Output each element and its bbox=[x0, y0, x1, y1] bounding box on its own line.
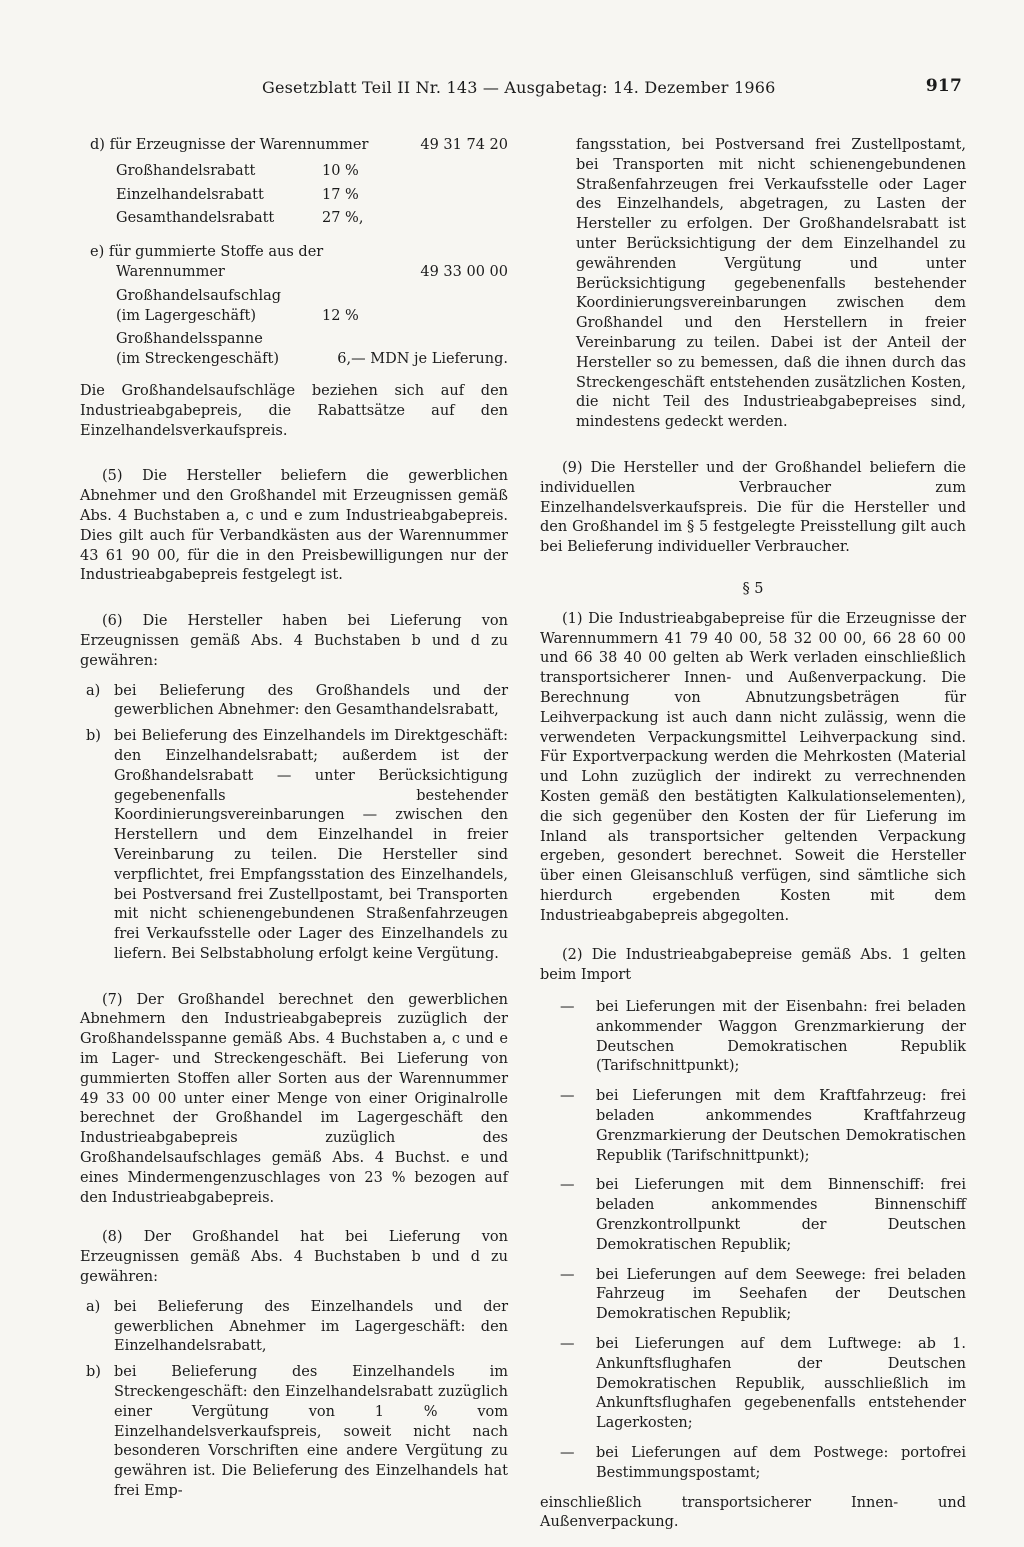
list-text: bei Lieferungen auf dem Luftwege: ab 1. Ankunftsflughafen der Deutschen Demokratischen Republik, ausschließlich im Ankunftsflughafen gegebenenfalls entstehender Lagerkosten; bbox=[596, 1336, 966, 1432]
closing-line: einschließlich transportsicherer Innen- und Außenverpackung. bbox=[540, 1494, 966, 1531]
rate-value: 12 % bbox=[322, 307, 359, 324]
item-d bbox=[80, 136, 508, 229]
list-item bbox=[540, 1266, 966, 1325]
list-marker: a) bbox=[86, 682, 101, 699]
item-d-number: 49 31 74 20 bbox=[420, 137, 508, 153]
dash-marker: — bbox=[560, 1088, 575, 1105]
list-text: bei Lieferungen mit dem Binnenschiff: frei beladen ankommendes Binnenschiff Grenzkontrollpunkt der Deutschen Demokratischen Republik; bbox=[596, 1177, 966, 1253]
dash-marker: — bbox=[560, 1336, 575, 1353]
list-text: bei Lieferungen mit dem Kraftfahrzeug: frei beladen ankommendes Kraftfahrzeug Grenzmarkierung der Deutschen Demokratischen Republik (Tarifschnittpunkt); bbox=[596, 1088, 966, 1164]
item-e-line1: für gummierte Stoffe aus der bbox=[108, 244, 324, 261]
list-item bbox=[80, 1298, 508, 1357]
paragraph-8b-continued: fangsstation, bei Postversand frei Zustellpostamt, bei Transporten mit nicht schienengebundenen Straßenfahrzeugen frei Verkaufsstelle oder Lager des Einzelhandels, abgetragen, zu Lasten der Hersteller zu erfolgen. Der Großhandelsrabatt ist unter Berücksichtigung der dem Einzelhandel zu gewährenden Vergütung und unter Berücksichtigung gegebenenfalls bestehender Koordinierungsvereinbarungen zwischen dem Großhandel und den Herstellern in freier Vereinbarung zu teilen. Dabei ist der Anteil der Hersteller so zu bemessen, daß die ihnen durch das Streckengeschäft entstehenden zusätzlichen Kosten, die nicht Teil des Industrieabgabepreises sind, mindestens gedeckt werden. bbox=[576, 137, 966, 431]
list-item bbox=[540, 998, 966, 1077]
dash-marker: — bbox=[560, 1445, 575, 1462]
list-marker: b) bbox=[86, 728, 101, 745]
item-d-marker: d) bbox=[90, 137, 105, 153]
rate-label-sub: (im Streckengeschäft) bbox=[116, 351, 280, 368]
item-e-marker: e) bbox=[90, 244, 105, 261]
list-marker: b) bbox=[86, 1364, 101, 1381]
paragraph-7: (7) Der Großhandel berechnet den gewerblichen Abnehmern den Industrieabgabepreis zuzüglich der Großhandelsspanne gemäß Abs. 4 Buchstaben a, c und e im Lager- und Streckengeschäft. Bei Lieferung von gummierten Stoffen aller Sorten aus der Warennummer 49 33 00 00 unter einer Menge von einer Originalrolle berechnet der Großhandel im Lagergeschäft den Industrieabgabepreis zuzüglich des Großhandelsaufschlages gemäß Abs. 4 Buchst. e und eines Mindermengenzuschlages von 23 % bezogen auf den Industrieabgabepreis. bbox=[80, 991, 508, 1206]
list-text: bei Belieferung des Einzelhandels und der gewerblichen Abnehmer im Lagergeschäft: den Einzelhandelsrabatt, bbox=[114, 1298, 508, 1355]
paragraph-5: (5) Die Hersteller beliefern die gewerblichen Abnehmer und den Großhandel mit Erzeugnissen gemäß Abs. 4 Buchstaben a, c und e zum Industrieabgabepreis. Dies gilt auch für Verbandkästen aus der Warennummer 43 61 90 00, für die in den Preisbewilligungen nur der Industrieabgabepreis festgelegt ist. bbox=[80, 468, 508, 584]
list-marker: a) bbox=[86, 1298, 101, 1315]
right-column bbox=[540, 136, 966, 1547]
list-text: bei Lieferungen mit der Eisenbahn: frei beladen ankommender Waggon Grenzmarkierung der Deutschen Demokratischen Republik (Tarifschnittpunkt); bbox=[596, 999, 966, 1075]
item-e-number: 49 33 00 00 bbox=[420, 263, 508, 280]
list-item bbox=[540, 1335, 966, 1434]
header-title: Gesetzblatt Teil II Nr. 143 — Ausgabetag: 14. Dezember 1966 bbox=[262, 78, 776, 97]
rate-label-sub: (im Lagergeschäft) bbox=[116, 307, 256, 324]
rate-label: Großhandelsspanne bbox=[116, 331, 263, 348]
list-text: bei Belieferung des Einzelhandels im Streckengeschäft: den Einzelhandelsrabatt zuzüglich einer Vergütung von 1 % vom Einzelhandelsverkaufspreis, soweit nicht nach besonderen Vorschriften eine andere Vergütung zu gewähren ist. Die Belieferung des Einzelhandels hat frei Emp- bbox=[114, 1364, 508, 1500]
rate-value: 17 % bbox=[322, 186, 359, 203]
item-d-text: für Erzeugnisse der Warennummer bbox=[109, 137, 369, 153]
list-item bbox=[540, 1444, 966, 1484]
item-e bbox=[80, 243, 508, 370]
section-5-paragraph-1: (1) Die Industrieabgabepreise für die Erzeugnisse der Warennummern 41 79 40 00, 58 32 00 00, 66 28 60 00 und 66 38 40 00 gelten ab Werk verladen einschließlich transportsicherer Innen- und Außenverpackung. Die Berechnung von Abnutzungsbeträgen für Leihverpackung ist auch dann nicht zulässig, wenn die verwendeten Verpackungsmittel Leihverpackung sind. Für Exportverpackung werden die Mehrkosten (Material und Lohn zuzüglich der indirekt zu verrechnenden Kosten gemäß den bestätigten Kalkulationselementen), die sich gegenüber den Kosten der für Lieferung im Inland als transportsicher geltenden Verpackung ergeben, gesondert berechnet. Soweit die Hersteller über einen Gleisanschluß verfügen, sind sämtliche sich hierdurch ergebenden Kosten mit dem Industrieabgabepreis abgegolten. bbox=[540, 610, 966, 924]
list-text: bei Lieferungen auf dem Postwege: portofrei Bestimmungspostamt; bbox=[596, 1445, 966, 1481]
dash-marker: — bbox=[560, 999, 575, 1016]
rate-label: Großhandelsrabatt bbox=[116, 162, 256, 179]
list-text: bei Lieferungen auf dem Seewege: frei beladen Fahrzeug im Seehafen der Deutschen Demokratischen Republik; bbox=[596, 1266, 966, 1323]
list-item bbox=[540, 1176, 966, 1255]
list-text: bei Belieferung des Einzelhandels im Direktgeschäft: den Einzelhandelsrabatt; außerdem ist der Großhandelsrabatt — unter Berücksichtigung gegebenenfalls bestehender Koordinierungsvereinbarungen — zwischen den Herstellern und dem Einzelhandel in freier Vereinbarung zu teilen. Die Hersteller sind verpflichtet, frei Empfangsstation des Einzelhandels, bei Postversand frei Zustellpostamt, bei Transporten mit nicht schienengebundenen Straßenfahrzeugen frei Verkaufsstelle oder Lager des Einzelhandels zu liefern. Bei Selbstabholung erfolgt keine Vergütung. bbox=[114, 728, 508, 962]
paragraph-9: (9) Die Hersteller und der Großhandel beliefern die individuellen Verbraucher zum Einzelhandelsverkaufspreis. Die für die Hersteller und den Großhandel im § 5 festgelegte Preisstellung gilt auch bei Belieferung individueller Verbraucher. bbox=[540, 459, 966, 556]
left-column bbox=[80, 136, 508, 1508]
section-heading: § 5 bbox=[742, 580, 764, 597]
list-text: bei Belieferung des Großhandels und der gewerblichen Abnehmer: den Gesamthandelsrabatt, bbox=[114, 682, 508, 719]
dash-marker: — bbox=[560, 1177, 575, 1194]
rate-value: 10 % bbox=[322, 162, 359, 179]
list-item bbox=[80, 727, 508, 965]
list-item bbox=[80, 682, 508, 722]
list-item bbox=[80, 1363, 508, 1502]
list-item bbox=[540, 1087, 966, 1166]
paragraph-8: (8) Der Großhandel hat bei Lieferung von Erzeugnissen gemäß Abs. 4 Buchstaben b und d zu gewähren: bbox=[80, 1229, 508, 1286]
rate-label: Einzelhandelsrabatt bbox=[116, 186, 264, 203]
rate-label: Großhandelsaufschlag bbox=[116, 287, 282, 304]
rate-label: Gesamthandelsrabatt bbox=[116, 210, 275, 227]
paragraph-note: Die Großhandelsaufschläge beziehen sich auf den Industrieabgabepreis, die Rabattsätze auf den Einzelhandelsverkaufspreis. bbox=[80, 382, 508, 439]
rate-value: 27 %, bbox=[322, 210, 364, 227]
paragraph-6: (6) Die Hersteller haben bei Lieferung von Erzeugnissen gemäß Abs. 4 Buchstaben b und d zu gewähren: bbox=[80, 613, 508, 669]
page-number: 917 bbox=[925, 76, 962, 96]
item-e-line2: Warennummer bbox=[116, 263, 225, 280]
section-5-paragraph-2: (2) Die Industrieabgabepreise gemäß Abs. 1 gelten beim Import bbox=[540, 947, 966, 984]
dash-marker: — bbox=[560, 1266, 575, 1283]
rate-value: 6,— MDN je Lieferung. bbox=[337, 351, 508, 368]
